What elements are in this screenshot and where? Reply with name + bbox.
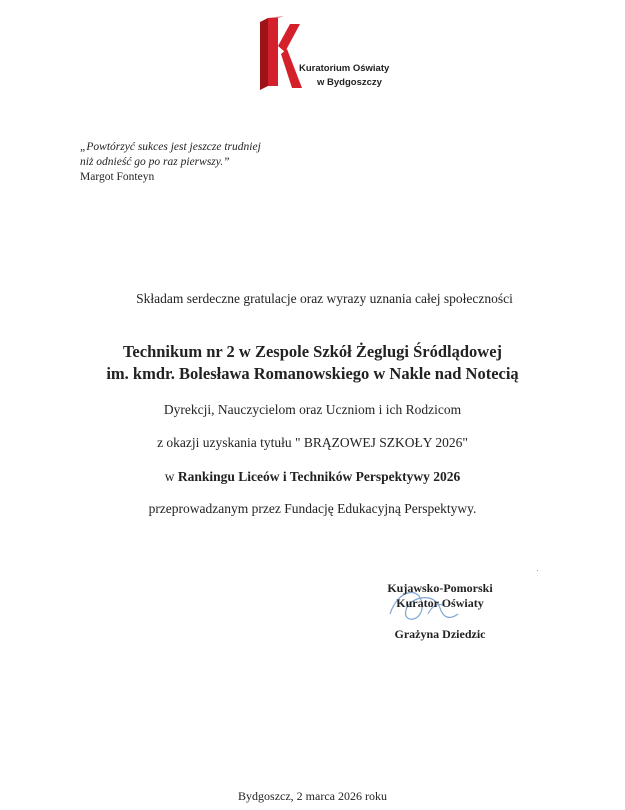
quote-line1: „Powtórzyć sukces jest jeszcze trudniej — [80, 141, 261, 153]
place-and-date: Bydgoszcz, 2 marca 2026 roku — [238, 789, 387, 803]
signatory-title-line2: Kurator Oświaty — [396, 596, 484, 610]
quote-author: Margot Fonteyn — [80, 171, 155, 183]
ranking-prefix: w — [164, 469, 175, 484]
ranking-name: Rankingu Liceów i Techników Perspektywy 2026 — [177, 469, 461, 484]
addressees-text: Dyrekcji, Nauczycielom oraz Uczniom i ich Rodzicom — [163, 402, 462, 417]
school-name-line1: Technikum nr 2 w Zespole Szkół Żeglugi Śródlądowej — [122, 342, 503, 361]
school-name-line2: im. kmdr. Bolesława Romanowskiego w Nakle nad Notecią — [106, 364, 519, 383]
logo-line1: Kuratorium Oświaty — [299, 63, 390, 74]
kuratorium-logo — [254, 16, 394, 92]
occasion-text: z okazji uzyskania tytułu " BRĄZOWEJ SZKOŁY 2026" — [157, 435, 468, 450]
motto-quote — [80, 140, 261, 185]
signatory-title-line1: Kujawsko-Pomorski — [387, 581, 493, 595]
logo-line2: w Bydgoszczy — [317, 77, 382, 88]
conducted-by-text: przeprowadzanym przez Fundację Edukacyjną Perspektywy. — [148, 501, 477, 516]
k-book-icon — [254, 16, 304, 92]
ranking-text — [0, 469, 625, 485]
intro-text: Składam serdeczne gratulacje oraz wyrazy uznania całej społeczności — [136, 291, 513, 306]
speck — [537, 570, 538, 571]
quote-line2: niż odnieść go po raz pierwszy.” — [80, 156, 230, 168]
signatory-name: Grażyna Dziedzic — [394, 627, 486, 641]
